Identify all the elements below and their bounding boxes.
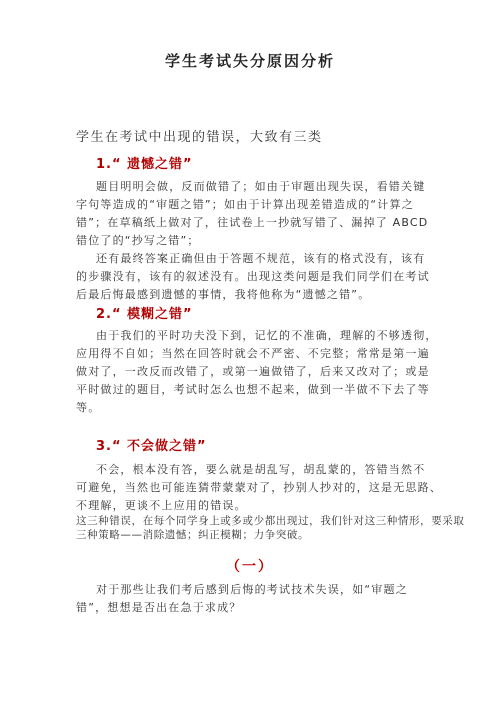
text-line: 这三种错误，在每个同学身上或多或少都出现过，我们针对这三种情形，要采取 xyxy=(76,515,465,527)
part-1-paragraph xyxy=(76,581,408,617)
text-line: 的步骤没有，该有的叙述没有。出现这类问题是我们同学们在考试 xyxy=(76,270,430,283)
text-line: 错”；在草稿纸上做对了，往试卷上一抄就写错了、漏掉了 ABCD xyxy=(76,216,429,229)
section-1-heading: 1.“ 遗憾之错” xyxy=(96,157,193,172)
text-line: 等。 xyxy=(76,401,101,414)
text-line: 不会，根本没有答，要么就是胡乱写，胡乱蒙的，答错当然不 xyxy=(96,463,426,476)
part-1-heading: （一） xyxy=(226,559,274,575)
text-line: 字句等造成的“审题之错”；如由于计算出现差错造成的“计算之 xyxy=(76,198,414,211)
text-line: 由于我们的平时功夫没下到，记忆的不准确，理解的不够透彻， xyxy=(96,329,438,342)
text-line: 可避免，当然也可能连猜带蒙蒙对了，抄别人抄对的，这是无思路、 xyxy=(76,481,442,494)
text-line: 平时做过的题目，考试时怎么也想不起来，做到一半做不下去了等 xyxy=(76,383,430,396)
section-1-paragraph-2 xyxy=(76,250,430,304)
text-line: 还有最终答案正确但由于答题不规范，该有的格式没有，该有 xyxy=(96,252,426,265)
intro-text: 学生在考试中出现的错误，大致有三类 xyxy=(76,130,323,145)
text-line: 应用得不自如；当然在回答时就会不严密、不完整；常常是第一遍 xyxy=(76,347,430,360)
section-3-paragraph xyxy=(76,461,442,515)
section-2-paragraph xyxy=(76,327,438,417)
document-title: 学生考试失分原因分析 xyxy=(164,52,335,70)
section-3-heading: 3.“ 不会做之错” xyxy=(96,439,207,454)
text-line: 三种策略——消除遗憾；纠正模糊；力争突破。 xyxy=(76,529,310,541)
section-1-paragraph-1 xyxy=(76,178,429,250)
text-line: 错”，想想是否出在急于求成？ xyxy=(76,601,242,614)
text-line: 错位了的“抄写之错”； xyxy=(76,234,200,247)
text-line: 后最后悔最感到遗憾的事情，我将他称为“遗憾之错”。 xyxy=(76,288,371,301)
text-line: 不理解，更谈不上应用的错误。 xyxy=(76,499,247,512)
text-line: 做对了，一改反而改错了，或第一遍做错了，后来又改对了；或是 xyxy=(76,365,430,378)
text-line: 对于那些让我们考后感到后悔的考试技术失误，如“审题之 xyxy=(96,583,408,596)
section-2-heading: 2.“ 模糊之错” xyxy=(96,307,193,322)
text-line: 题目明明会做，反而做错了；如由于审题出现失误，看错关键 xyxy=(96,180,426,193)
section-3-summary xyxy=(76,514,465,542)
